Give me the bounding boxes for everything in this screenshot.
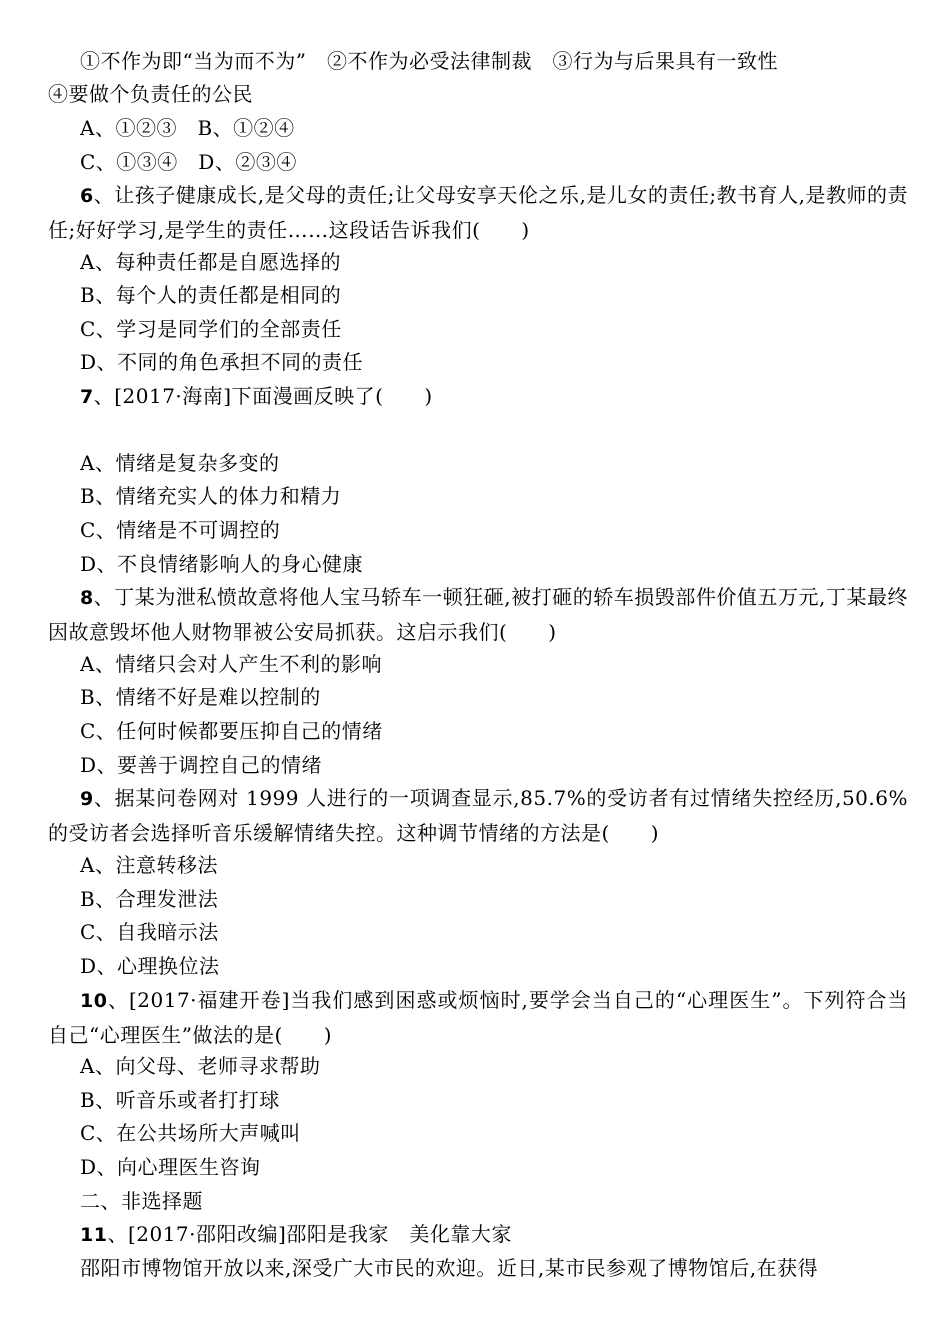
- q5-options-cd: C、①③④ D、②③④: [80, 150, 297, 174]
- q11-number: 11: [80, 1224, 108, 1246]
- q6-option-d: D、不同的角色承担不同的责任: [80, 350, 364, 374]
- q5-options-ab: A、①②③ B、①②④: [80, 116, 295, 140]
- q6-number: 6: [80, 185, 94, 207]
- q7-number: 7: [80, 386, 94, 408]
- q5-statements-line2: ④要做个负责任的公民: [48, 82, 253, 106]
- q6-option-a: A、每种责任都是自愿选择的: [80, 250, 341, 274]
- q7-stem: [80, 380, 940, 414]
- q10-number: 10: [80, 990, 108, 1012]
- q8-stem-text: 、丁某为泄私愤故意将他人宝马轿车一顿狂砸,被打砸的轿车损毁部件价值五万元,丁某最终因故意毁坏他人财物罪被公安局抓获。这启示我们( ): [48, 585, 908, 644]
- q9-option-a: A、注意转移法: [80, 853, 218, 877]
- q5-statements-line1: ①不作为即“当为而不为” ②不作为必受法律制裁 ③行为与后果具有一致性: [80, 49, 778, 73]
- q6-stem: [48, 179, 908, 247]
- q8-option-b: B、情绪不好是难以控制的: [80, 685, 321, 709]
- q6-option-c: C、学习是同学们的全部责任: [80, 317, 342, 341]
- q7-stem-text: 、[2017·海南]下面漫画反映了( ): [93, 384, 433, 408]
- q7-option-d: D、不良情绪影响人的身心健康: [80, 552, 364, 576]
- q10-option-d: D、向心理医生咨询: [80, 1155, 261, 1179]
- q9-option-b: B、合理发泄法: [80, 887, 219, 911]
- q11-stem-text: 、[2017·邵阳改编]邵阳是我家 美化靠大家: [107, 1222, 512, 1246]
- q7-option-a: A、情绪是复杂多变的: [80, 451, 280, 475]
- q10-option-a: A、向父母、老师寻求帮助: [80, 1054, 321, 1078]
- q8-option-c: C、任何时候都要压抑自己的情绪: [80, 719, 383, 743]
- section-heading: 二、非选择题: [80, 1189, 203, 1213]
- q11-body: 邵阳市博物馆开放以来,深受广大市民的欢迎。近日,某市民参观了博物馆后,在获得: [80, 1256, 819, 1280]
- q9-number: 9: [80, 788, 94, 810]
- q9-stem-text: 、据某问卷网对 1999 人进行的一项调查显示,85.7%的受访者有过情绪失控经历,50.6%的受访者会选择听音乐缓解情绪失控。这种调节情绪的方法是( ): [48, 786, 908, 845]
- q7-option-b: B、情绪充实人的体力和精力: [80, 484, 342, 508]
- q11-stem: [80, 1218, 940, 1252]
- q9-stem: [48, 782, 908, 850]
- q6-stem-text: 、让孩子健康成长,是父母的责任;让父母安享天伦之乐,是儿女的责任;教书育人,是教师的责任;好好学习,是学生的责任……这段话告诉我们( ): [48, 183, 908, 242]
- q9-option-c: C、自我暗示法: [80, 920, 219, 944]
- q6-option-b: B、每个人的责任都是相同的: [80, 283, 342, 307]
- q10-option-b: B、听音乐或者打打球: [80, 1088, 280, 1112]
- q8-option-a: A、情绪只会对人产生不利的影响: [80, 652, 382, 676]
- q10-stem: [48, 984, 908, 1052]
- q8-number: 8: [80, 587, 94, 609]
- q10-option-c: C、在公共场所大声喊叫: [80, 1121, 301, 1145]
- q7-option-c: C、情绪是不可调控的: [80, 518, 281, 542]
- q9-option-d: D、心理换位法: [80, 954, 220, 978]
- q8-option-d: D、要善于调控自己的情绪: [80, 753, 323, 777]
- q8-stem: [48, 581, 908, 649]
- q10-stem-text: 、[2017·福建开卷]当我们感到困惑或烦恼时,要学会当自己的“心理医生”。下列符合当自己“心理医生”做法的是( ): [48, 988, 908, 1047]
